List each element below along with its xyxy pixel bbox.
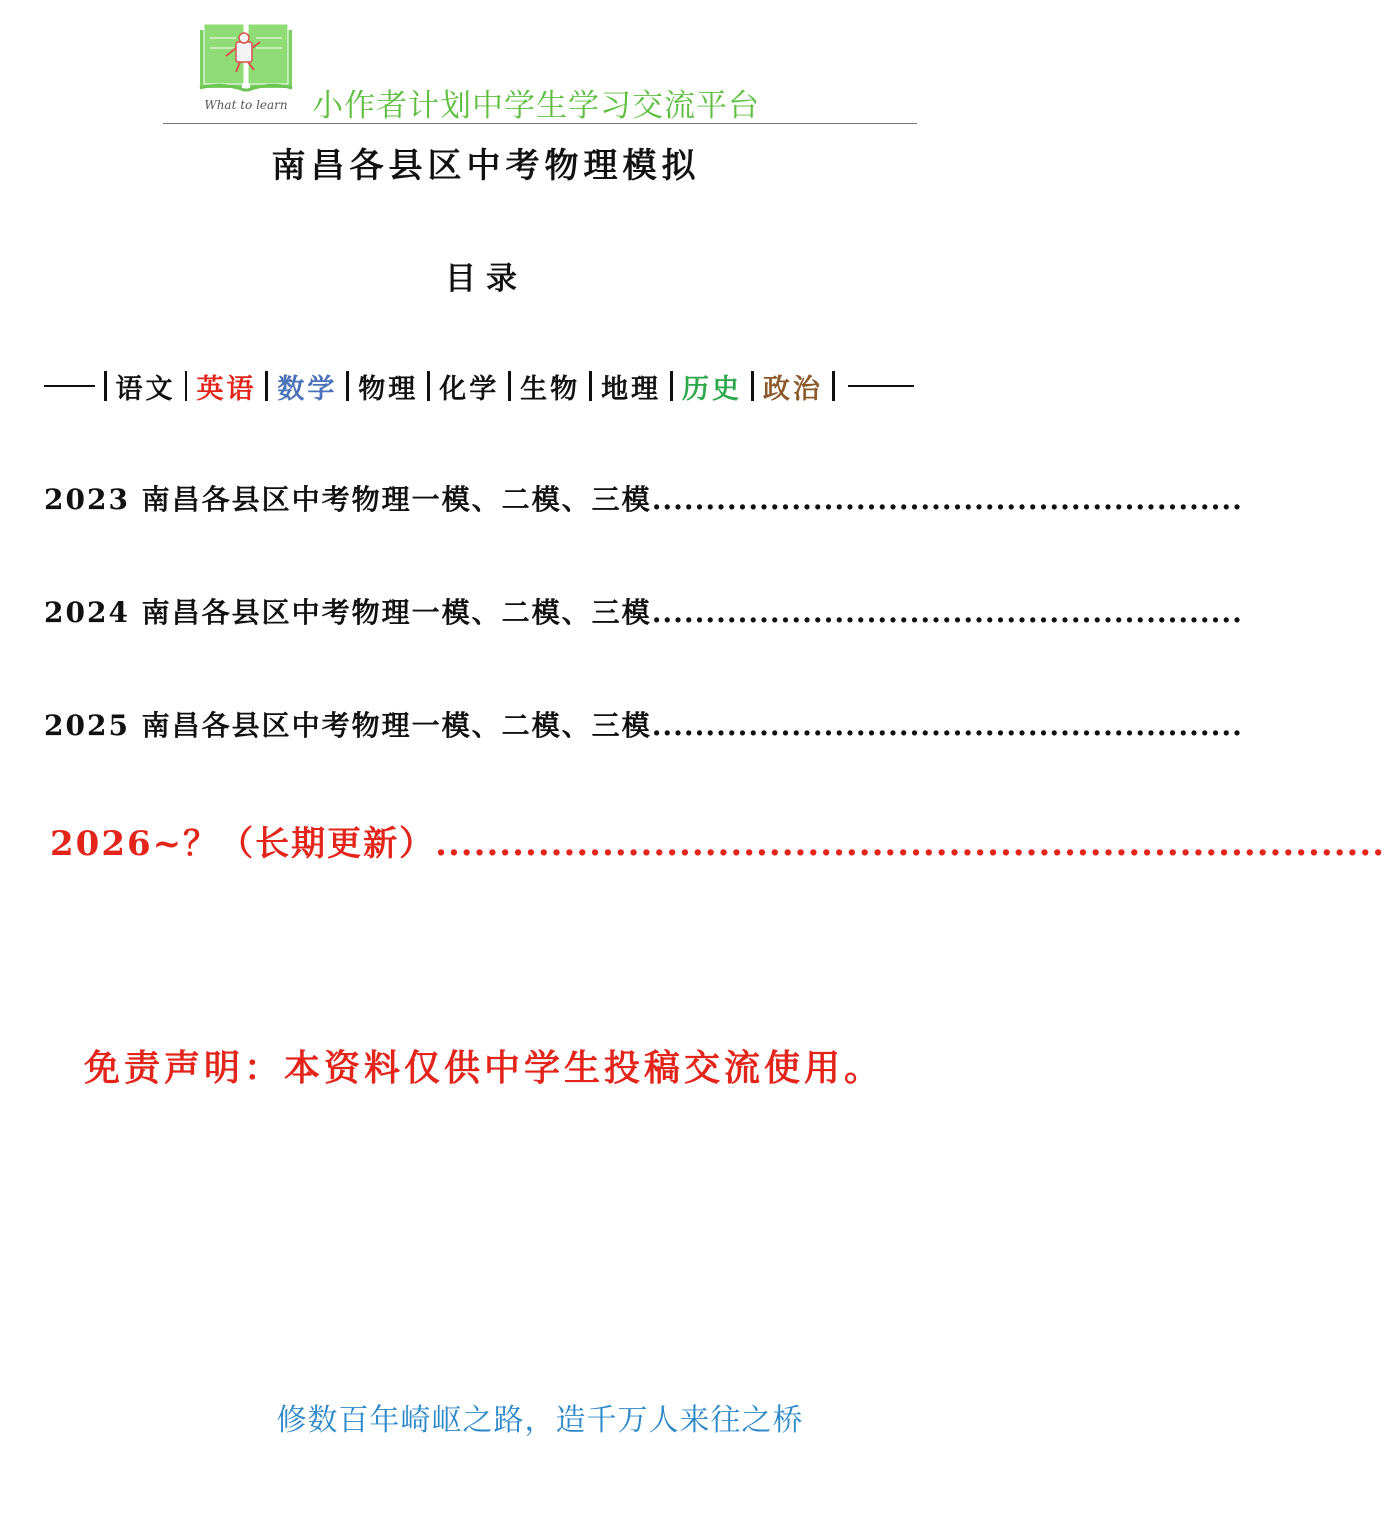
toc-entry-2023[interactable] (44, 478, 1243, 522)
subject-history[interactable]: 历史 (681, 373, 742, 405)
nav-separator (346, 371, 349, 401)
footer-motto: 修数百年崎岖之路，造千万人来往之桥 (276, 1403, 804, 1438)
subject-chinese[interactable]: 语文 (115, 373, 176, 405)
toc-leader-dots: ....................................................... (651, 709, 1243, 742)
nav-dash-right (848, 385, 914, 387)
nav-separator (427, 371, 430, 401)
nav-separator (751, 371, 754, 401)
toc-entry-label: 2024 南昌各县区中考物理一模、二模、三模 (44, 596, 652, 629)
logo-caption: What to learn (204, 98, 288, 112)
toc-entry-2025[interactable] (44, 704, 1243, 748)
toc-entry-label: 2026~？（长期更新） (50, 824, 436, 864)
toc-leader-dots: ....................................................... (651, 596, 1243, 629)
nav-separator (104, 371, 107, 401)
subject-physics[interactable]: 物理 (358, 373, 419, 405)
header-divider (163, 123, 917, 124)
nav-separator (589, 371, 592, 401)
platform-name: 小作者计划中学生学习交流平台 (312, 88, 760, 124)
toc-entry-2026-updates[interactable] (50, 816, 1385, 864)
toc-entry-2024[interactable] (44, 591, 1243, 635)
subject-geography[interactable]: 地理 (601, 373, 662, 405)
nav-separator (185, 371, 188, 401)
subject-math[interactable]: 数学 (277, 373, 338, 405)
toc-heading: 目录 (445, 261, 527, 297)
toc-leader-dots: .......................................................................... (435, 824, 1385, 864)
book-logo-icon (196, 16, 296, 116)
nav-separator (832, 371, 835, 401)
subject-politics[interactable]: 政治 (762, 373, 823, 405)
toc-entry-label: 2023 南昌各县区中考物理一模、二模、三模 (44, 483, 652, 516)
nav-separator (265, 371, 268, 401)
nav-dash-left (44, 385, 95, 387)
toc-leader-dots: ....................................................... (651, 483, 1243, 516)
document-title: 南昌各县区中考物理模拟 (271, 146, 701, 186)
disclaimer: 免责声明：本资料仅供中学生投稿交流使用。 (84, 1047, 885, 1089)
nav-separator (508, 371, 511, 401)
subject-nav (44, 366, 914, 406)
subject-biology[interactable]: 生物 (520, 373, 581, 405)
subject-english[interactable]: 英语 (196, 373, 257, 405)
subject-chemistry[interactable]: 化学 (439, 373, 500, 405)
toc-entry-label: 2025 南昌各县区中考物理一模、二模、三模 (44, 709, 652, 742)
nav-separator (670, 371, 673, 401)
